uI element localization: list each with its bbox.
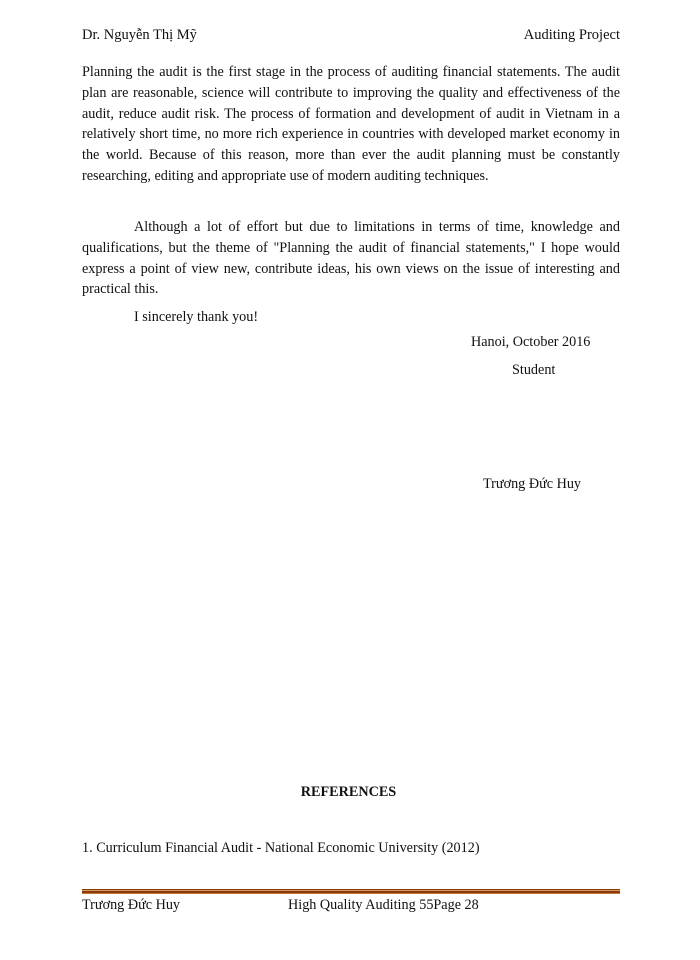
page-footer <box>82 897 620 917</box>
reference-item: 1. Curriculum Financial Audit - National Economic University (2012) <box>82 840 480 856</box>
signature-name: Trương Đức Huy <box>483 476 582 492</box>
footer-author: Trương Đức Huy <box>82 897 181 913</box>
references-heading-text: REFERENCES <box>300 784 397 800</box>
paragraph-thanks: I sincerely thank you! <box>134 309 259 325</box>
header-project-title: Auditing Project <box>523 27 620 43</box>
page-header <box>82 27 620 47</box>
paragraph-planning-audit: Planning the audit is the first stage in the process of auditing financial statements. The audit plan are reasonable, science will contribute to improving the quality and effectiveness of the audit, reduce audit risk. The process of formation and development of audit in Vietnam in a relatively short time, no more rich experience in countries with developed market economy in the world. Because of this reason, more than ever the audit planning must be constantly researching, editing and appropriate use of modern auditing techniques. <box>82 64 620 184</box>
signature-date: Hanoi, October 2016 <box>471 334 591 350</box>
header-author: Dr. Nguyễn Thị Mỹ <box>82 27 197 43</box>
footer-divider <box>82 889 620 894</box>
paragraph-limitations: Although a lot of effort but due to limitations in terms of time, knowledge and qualifications, but the theme of "Planning the audit of financial statements," I hope would express a point of view new, contribute ideas, his own views on the issue of interesting and practical this. <box>82 219 620 298</box>
references-heading <box>0 784 700 801</box>
footer-page-info: High Quality Auditing 55Page 28 <box>288 897 479 913</box>
signature-role: Student <box>512 362 556 378</box>
